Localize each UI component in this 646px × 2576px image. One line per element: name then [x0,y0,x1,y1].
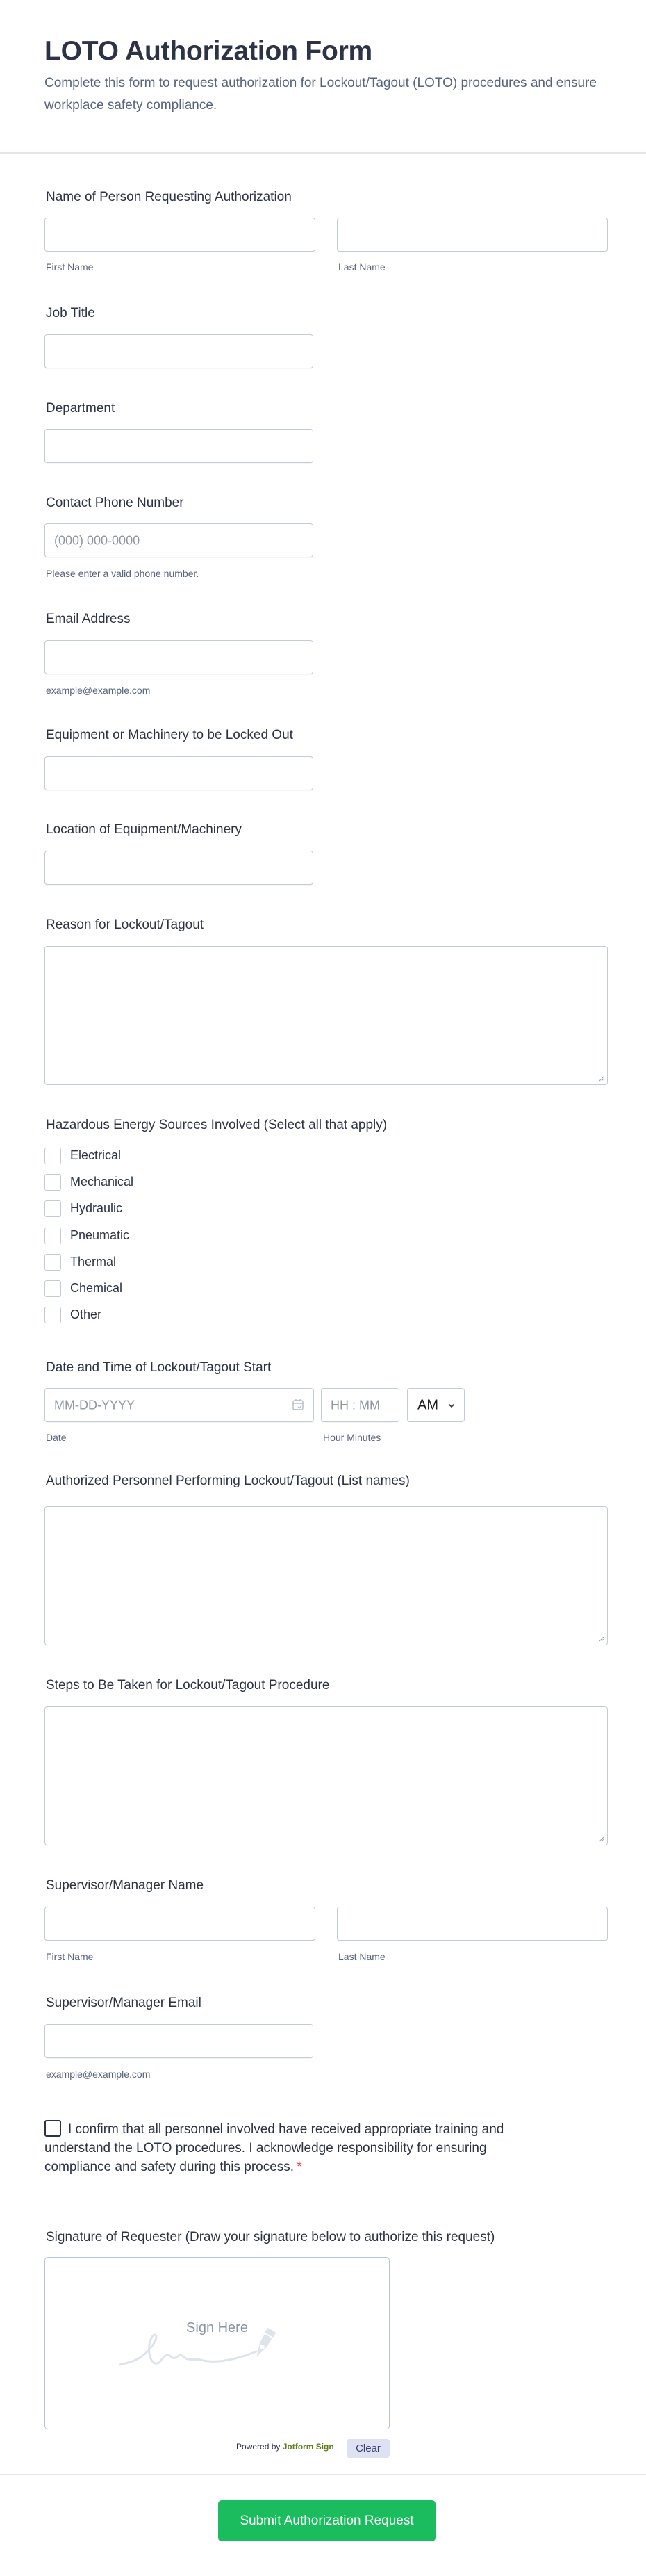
date-input[interactable] [44,1388,314,1422]
supervisor-last-name-sublabel: Last Name [338,1951,386,1962]
checkbox-label-thermal[interactable]: Thermal [70,1255,117,1269]
first-name-sublabel: First Name [46,261,94,272]
checkbox-pneumatic[interactable] [44,1228,61,1244]
steps-label: Steps to Be Taken for Lockout/Tagout Procedure [46,1678,330,1693]
page-title: LOTO Authorization Form [44,36,373,66]
date-sublabel: Date [46,1432,67,1443]
supervisor-last-name-input[interactable] [337,1907,608,1941]
requester-last-name-input[interactable] [337,218,608,252]
phone-placeholder: (000) 000-0000 [54,533,140,547]
supervisor-first-name-sublabel: First Name [46,1951,94,1962]
signature-pen-icon [117,2324,319,2379]
clear-signature-button[interactable]: Clear [347,2439,390,2458]
checkbox-label-chemical[interactable]: Chemical [70,1281,123,1295]
phone-label: Contact Phone Number [46,496,184,510]
required-asterisk: * [297,2160,302,2174]
location-label: Location of Equipment/Machinery [46,822,242,837]
resize-handle-icon[interactable] [599,1636,604,1642]
checkbox-other[interactable] [44,1307,61,1323]
checkbox-thermal[interactable] [44,1254,61,1271]
supervisor-email-hint: example@example.com [46,2069,151,2080]
checkbox-hydraulic[interactable] [44,1200,61,1217]
resize-handle-icon[interactable] [599,1836,604,1842]
consent-text[interactable]: I confirm that all personnel involved have received appropriate training and understand the LOTO procedures. I acknowledge responsibility for ensuring compliance and safety during this process. [44,2122,504,2174]
energy-sources-label: Hazardous Energy Sources Involved (Select all that apply) [46,1118,388,1132]
job-title-input[interactable] [44,334,313,368]
reason-label: Reason for Lockout/Tagout [46,918,204,932]
equipment-input[interactable] [44,756,313,790]
email-hint: example@example.com [46,685,151,696]
supervisor-first-name-input[interactable] [44,1907,315,1941]
page-subtitle: Complete this form to request authorization for Lockout/Tagout (LOTO) procedures and ensure workplace safety compliance. [44,76,597,113]
checkbox-mechanical[interactable] [44,1174,61,1191]
requester-name-label: Name of Person Requesting Authorization [46,190,292,204]
footer-divider [0,2474,646,2475]
phone-input[interactable] [44,523,313,557]
calendar-icon[interactable] [291,1398,305,1412]
checkbox-chemical[interactable] [44,1280,61,1297]
phone-hint: Please enter a valid phone number. [46,568,199,579]
supervisor-email-label: Supervisor/Manager Email [46,1996,201,2010]
datetime-label: Date and Time of Lockout/Tagout Start [46,1360,272,1375]
checkbox-label-other[interactable]: Other [70,1307,102,1321]
supervisor-email-input[interactable] [44,2024,313,2058]
resize-handle-icon[interactable] [599,1076,604,1082]
equipment-label: Equipment or Machinery to be Locked Out [46,728,293,742]
reason-textarea[interactable] [44,946,608,1085]
chevron-down-icon [448,1402,455,1409]
department-input[interactable] [44,429,313,463]
checkbox-label-mechanical[interactable]: Mechanical [70,1175,134,1189]
ampm-select[interactable] [407,1388,465,1422]
jotform-sign-brand[interactable]: Jotform Sign [282,2442,334,2452]
checkbox-electrical[interactable] [44,1148,61,1164]
checkbox-label-hydraulic[interactable]: Hydraulic [70,1201,123,1215]
time-input[interactable] [321,1388,399,1422]
header-divider [0,152,646,154]
checkbox-label-pneumatic[interactable]: Pneumatic [70,1228,130,1242]
powered-by-text [236,2442,334,2452]
personnel-label: Authorized Personnel Performing Lockout/Tagout (List names) [46,1474,410,1488]
time-placeholder: HH : MM [331,1398,380,1412]
powered-by-label: Powered by [236,2442,281,2452]
requester-first-name-input[interactable] [44,218,315,252]
submit-button[interactable]: Submit Authorization Request [218,2500,436,2541]
consent-block [44,2120,545,2176]
signature-pad[interactable] [44,2257,390,2429]
department-label: Department [46,401,115,416]
location-input[interactable] [44,851,313,885]
supervisor-name-label: Supervisor/Manager Name [46,1878,204,1893]
email-label: Email Address [46,612,131,626]
personnel-textarea[interactable] [44,1506,608,1645]
sign-here-placeholder: Sign Here [186,2320,248,2335]
steps-textarea[interactable] [44,1706,608,1845]
consent-checkbox[interactable] [44,2120,61,2137]
checkbox-label-electrical[interactable]: Electrical [70,1148,122,1162]
signature-label: Signature of Requester (Draw your signature below to authorize this request) [46,2230,495,2244]
last-name-sublabel: Last Name [338,261,386,272]
email-input[interactable] [44,640,313,674]
job-title-label: Job Title [46,306,95,320]
date-placeholder: MM-DD-YYYY [54,1398,135,1412]
time-sublabel: Hour Minutes [323,1432,381,1443]
ampm-value: AM [417,1397,438,1412]
